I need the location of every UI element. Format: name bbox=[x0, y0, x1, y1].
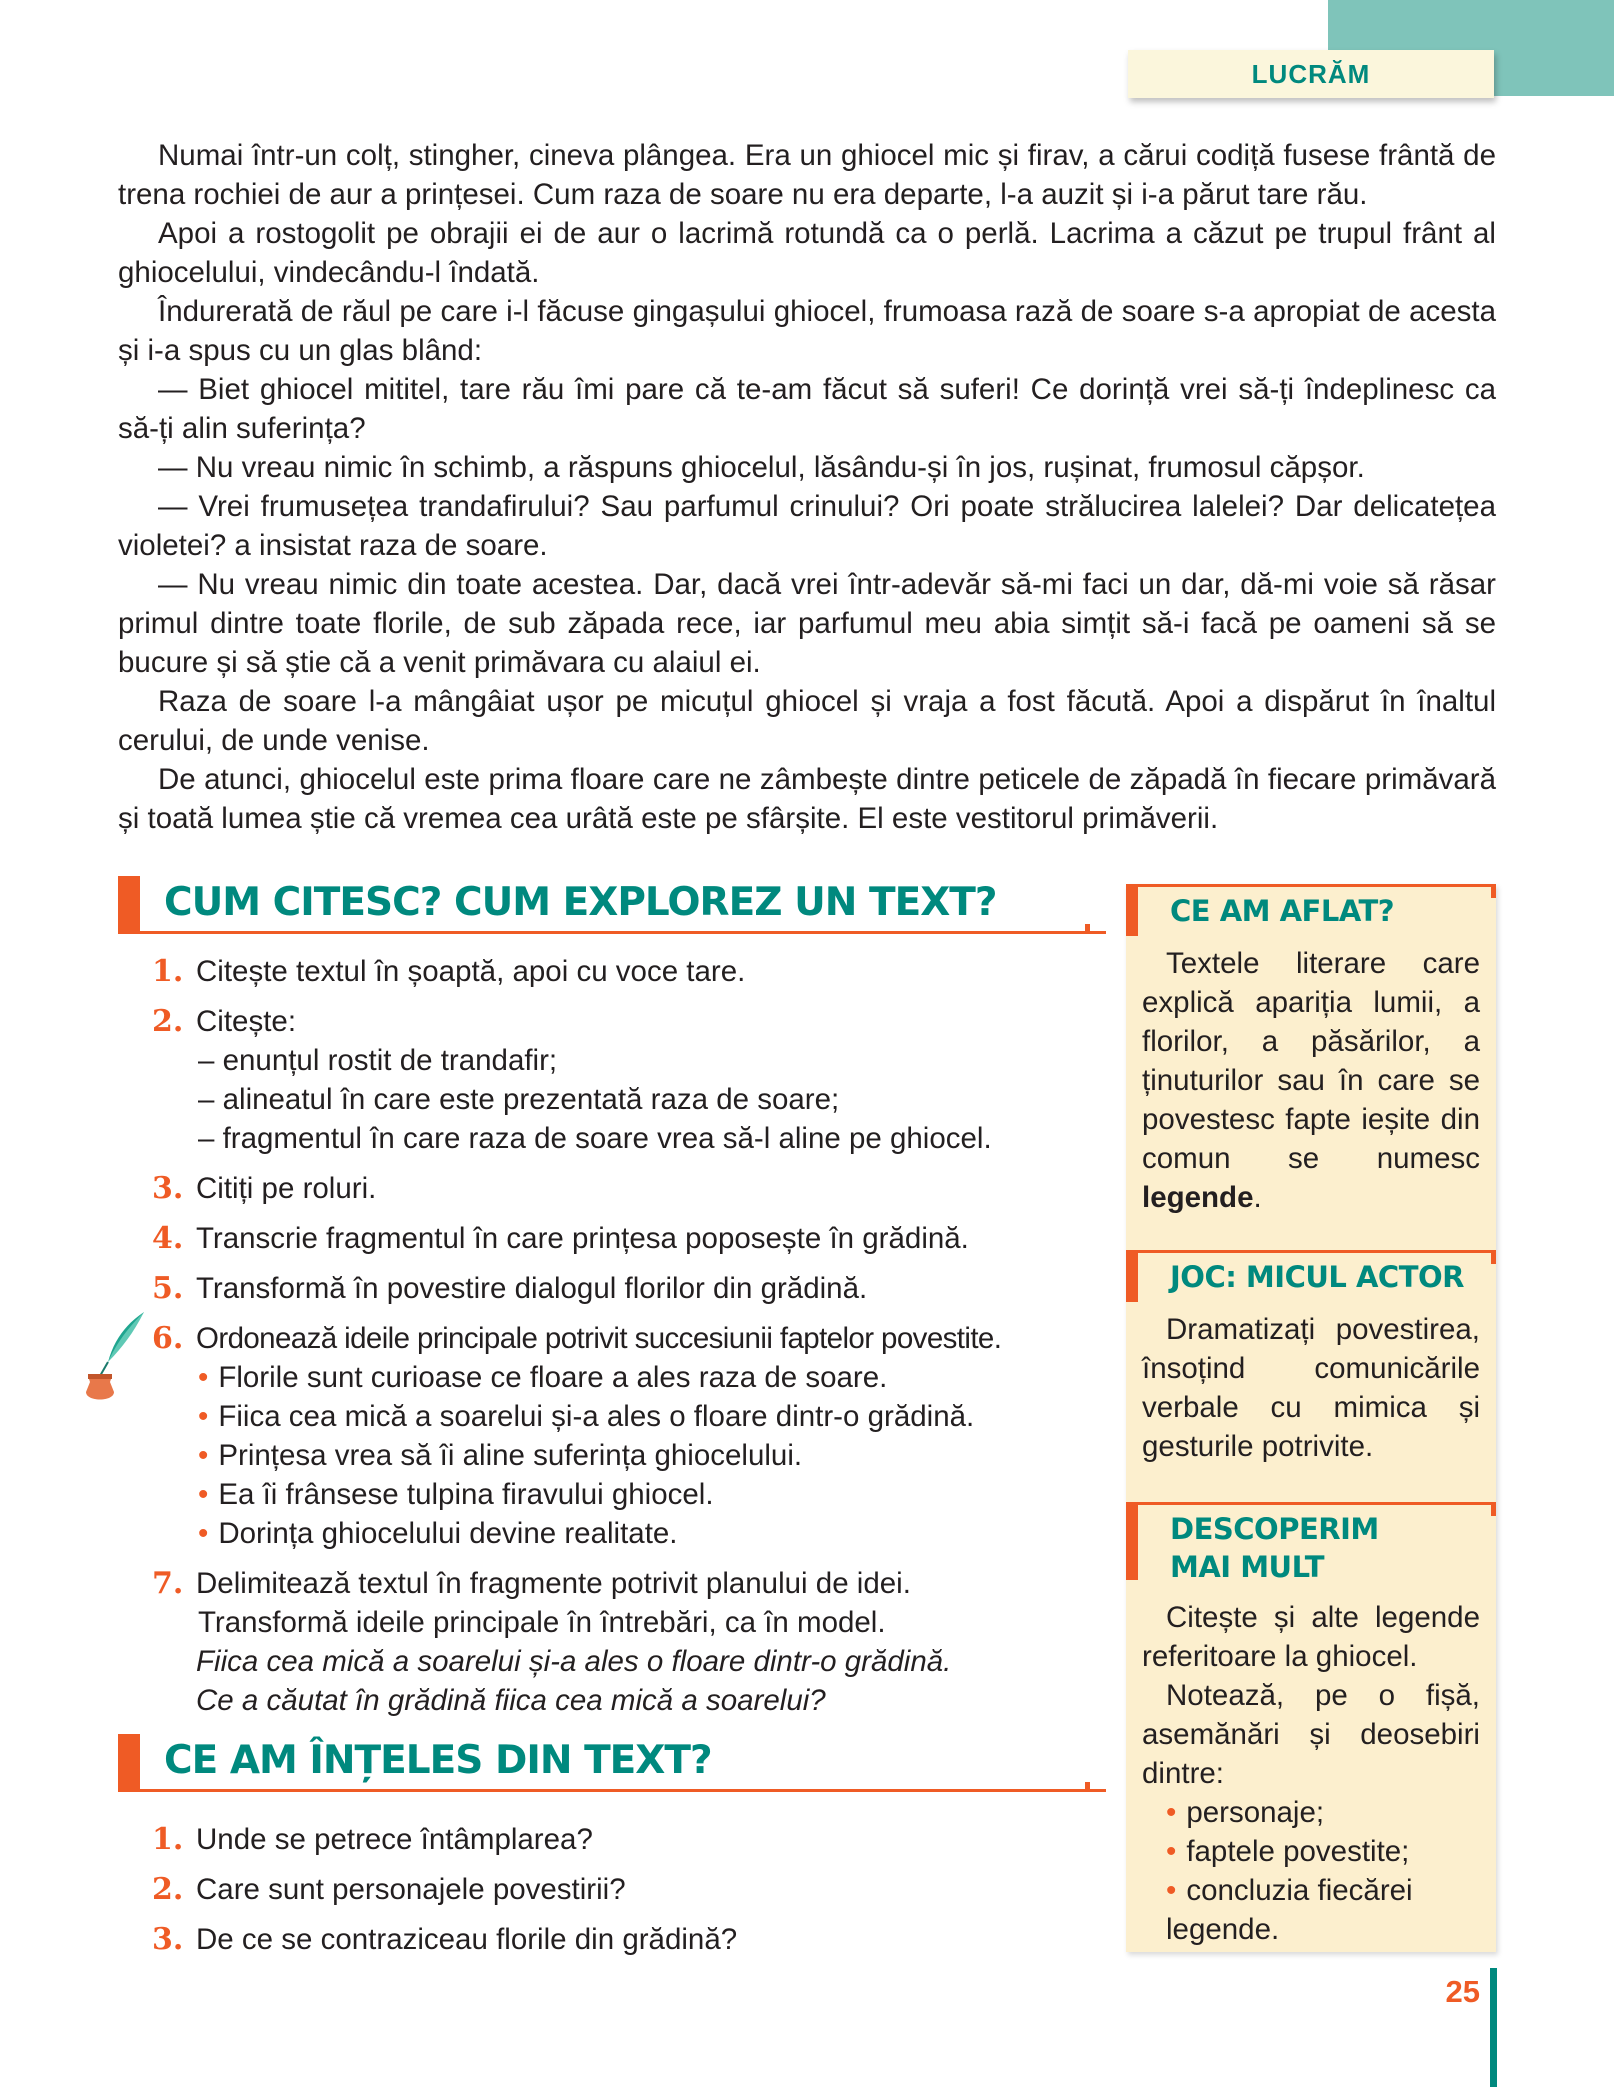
heading-bar bbox=[118, 1734, 140, 1792]
heading-rule bbox=[140, 1789, 1106, 1792]
explore-questions bbox=[152, 952, 1092, 1731]
question-number: 7. bbox=[152, 1566, 184, 1601]
model-sentence: Fiica cea mică a soarelui și-a ales o floare dintr-o grădină. bbox=[196, 1645, 952, 1678]
story-paragraph: — Nu vreau nimic în schimb, a răspuns ghiocelul, lăsându-și în jos, rușinat, frumosul căpșor. bbox=[158, 451, 1365, 484]
sub-item: – alineatul în care este prezentată raza de soare; bbox=[198, 1083, 840, 1116]
bullet-item: • faptele povestite; bbox=[1166, 1835, 1410, 1868]
question-text: Transformă în povestire dialogul florilor din grădină. bbox=[196, 1272, 868, 1305]
understand-questions bbox=[152, 1820, 1092, 1970]
question-item bbox=[152, 1002, 1092, 1158]
discover-body bbox=[1142, 1598, 1480, 1949]
question-number: 2. bbox=[152, 1004, 184, 1039]
explore-title: CUM CITESC? CUM EXPLOREZ UN TEXT? bbox=[164, 880, 997, 925]
question-number: 2. bbox=[152, 1872, 184, 1907]
question-item bbox=[152, 952, 1092, 991]
question-text-line2: Transformă ideile principale în întrebări, ca în model. bbox=[198, 1606, 886, 1639]
bullet-item: • concluzia fiecărei legende. bbox=[1166, 1874, 1413, 1946]
question-text: Citește: bbox=[196, 1005, 297, 1038]
page-rule bbox=[1490, 1968, 1497, 2087]
question-number: 1. bbox=[152, 1822, 184, 1857]
discover-text: Notează, pe o fișă, asemănări și deosebiri dintre: bbox=[1142, 1679, 1480, 1790]
question-text: Citiți pe roluri. bbox=[196, 1172, 377, 1205]
bullet-item: • Florile sunt curioase ce floare a ales raza de soare. bbox=[198, 1361, 888, 1394]
bullet-item: • personaje; bbox=[1166, 1796, 1325, 1829]
learned-body: Textele literare care explică apariția lumii, a florilor, a păsărilor, a ținuturilor sau în care se povestesc fapte ieșite din comun se numesc legende. bbox=[1142, 947, 1480, 1214]
quill-ink-icon bbox=[78, 1310, 150, 1406]
question-text: De ce se contraziceau florile din grădină? bbox=[196, 1923, 738, 1956]
question-number: 4. bbox=[152, 1221, 184, 1256]
story-paragraph: Apoi a rostogolit pe obrajii ei de aur o lacrimă rotundă ca o perlă. Lacrima a căzut pe trupul frânt al ghiocelului, vindecându-l îndată. bbox=[118, 217, 1496, 289]
section-tab: LUCRĂM bbox=[1128, 50, 1494, 98]
question-item bbox=[152, 1169, 1092, 1208]
learned-text: Textele literare care explică apariția lumii, a florilor, a păsărilor, a ținuturilor sau în care se povestesc fapte ieșite din comun se numesc bbox=[1142, 947, 1480, 1175]
bullet-item: • Dorința ghiocelului devine realitate. bbox=[198, 1517, 678, 1550]
story-paragraph: — Biet ghiocel mititel, tare rău îmi pare că te-am făcut să suferi! Ce dorință vrei să-ți îndeplinesc ca să-ți alin suferința? bbox=[118, 373, 1496, 445]
question-text: Care sunt personajele povestirii? bbox=[196, 1873, 626, 1906]
learned-keyword: legende bbox=[1142, 1181, 1254, 1214]
heading-bar bbox=[118, 876, 140, 934]
explore-heading bbox=[118, 876, 1088, 936]
question-item bbox=[152, 1564, 1092, 1720]
bullet-item: • Prințesa vrea să îi aline suferința ghiocelului. bbox=[198, 1439, 803, 1472]
story-paragraph: Îndurerată de răul pe care i-l făcuse gingașului ghiocel, frumoasa rază de soare s-a apropiat de acesta și i-a spus cu un glas blând: bbox=[118, 295, 1496, 367]
question-number: 3. bbox=[152, 1171, 184, 1206]
sub-item: – enunțul rostit de trandafir; bbox=[198, 1044, 558, 1077]
question-item bbox=[152, 1319, 1092, 1553]
question-number: 6. bbox=[152, 1321, 184, 1356]
heading-rule bbox=[140, 931, 1106, 934]
discover-text: Citește și alte legende referitoare la ghiocel. bbox=[1142, 1601, 1480, 1673]
question-number: 3. bbox=[152, 1922, 184, 1957]
question-text: Citește textul în șoaptă, apoi cu voce tare. bbox=[196, 955, 746, 988]
discover-title: DESCOPERIM MAI MULT bbox=[1170, 1512, 1379, 1584]
story-paragraph: — Vrei frumusețea trandafirului? Sau parfumul crinului? Ori poate strălucirea lalelei? Dar delicatețea violetei? a insistat raza de soare. bbox=[118, 490, 1496, 562]
heading-tick bbox=[1085, 1782, 1090, 1792]
game-text: Dramatizați povestirea, însoțind comunicările verbale cu mimica și gesturile potrivite. bbox=[1142, 1313, 1480, 1463]
story-paragraph: — Nu vreau nimic din toate acestea. Dar, dacă vrei într-adevăr să-mi faci un dar, dă-mi voie să răsar primul dintre toate florile, de sub zăpada rece, iar parfumul meu abia simțit să-i facă pe oameni să se bucure și să știe că a venit primăvara cu alaiul ei. bbox=[118, 568, 1496, 679]
page-number: 25 bbox=[1445, 1974, 1480, 2009]
question-number: 1. bbox=[152, 954, 184, 989]
question-text: Delimitează textul în fragmente potrivit planului de idei. bbox=[196, 1567, 911, 1600]
bullet-item: • Ea îi frânsese tulpina firavului ghiocel. bbox=[198, 1478, 714, 1511]
understand-title: CE AM ÎNȚELES DIN TEXT? bbox=[164, 1738, 712, 1783]
heading-tick bbox=[1085, 924, 1090, 934]
bullet-item: • Fiica cea mică a soarelui și-a ales o floare dintr-o grădină. bbox=[198, 1400, 975, 1433]
question-item bbox=[152, 1269, 1092, 1308]
game-title: JOC: MICUL ACTOR bbox=[1170, 1260, 1464, 1294]
question-item bbox=[152, 1920, 1092, 1959]
story-paragraph: Numai într-un colț, stingher, cineva plângea. Era un ghiocel mic și firav, a cărui codiță fusese frântă de trena rochiei de aur a prințesei. Cum raza de soare nu era departe, l-a auzit și i-a părut tare rău. bbox=[118, 139, 1496, 211]
story-paragraph: Raza de soare l-a mângâiat ușor pe micuțul ghiocel și vraja a fost făcută. Apoi a dispărut în înaltul cerului, de unde venise. bbox=[118, 685, 1496, 757]
learned-title: CE AM AFLAT? bbox=[1170, 894, 1395, 928]
understand-heading bbox=[118, 1734, 1088, 1794]
question-text: Transcrie fragmentul în care prințesa poposește în grădină. bbox=[196, 1222, 969, 1255]
question-text: Ordonează ideile principale potrivit succesiunii faptelor povestite. bbox=[196, 1322, 1002, 1355]
sub-item: – fragmentul în care raza de soare vrea să-l aline pe ghiocel. bbox=[198, 1122, 992, 1155]
story-paragraph: De atunci, ghiocelul este prima floare care ne zâmbește dintre peticele de zăpadă în fiecare primăvară și toată lumea știe că vremea cea urâtă este pe sfârșite. El este vestitorul primăverii. bbox=[118, 763, 1496, 835]
question-item bbox=[152, 1870, 1092, 1909]
game-body bbox=[1142, 1310, 1480, 1466]
question-item bbox=[152, 1820, 1092, 1859]
story-text bbox=[118, 136, 1496, 838]
question-text: Unde se petrece întâmplarea? bbox=[196, 1823, 593, 1856]
question-item bbox=[152, 1219, 1092, 1258]
model-question: Ce a căutat în grădină fiica cea mică a soarelui? bbox=[196, 1684, 826, 1717]
question-number: 5. bbox=[152, 1271, 184, 1306]
